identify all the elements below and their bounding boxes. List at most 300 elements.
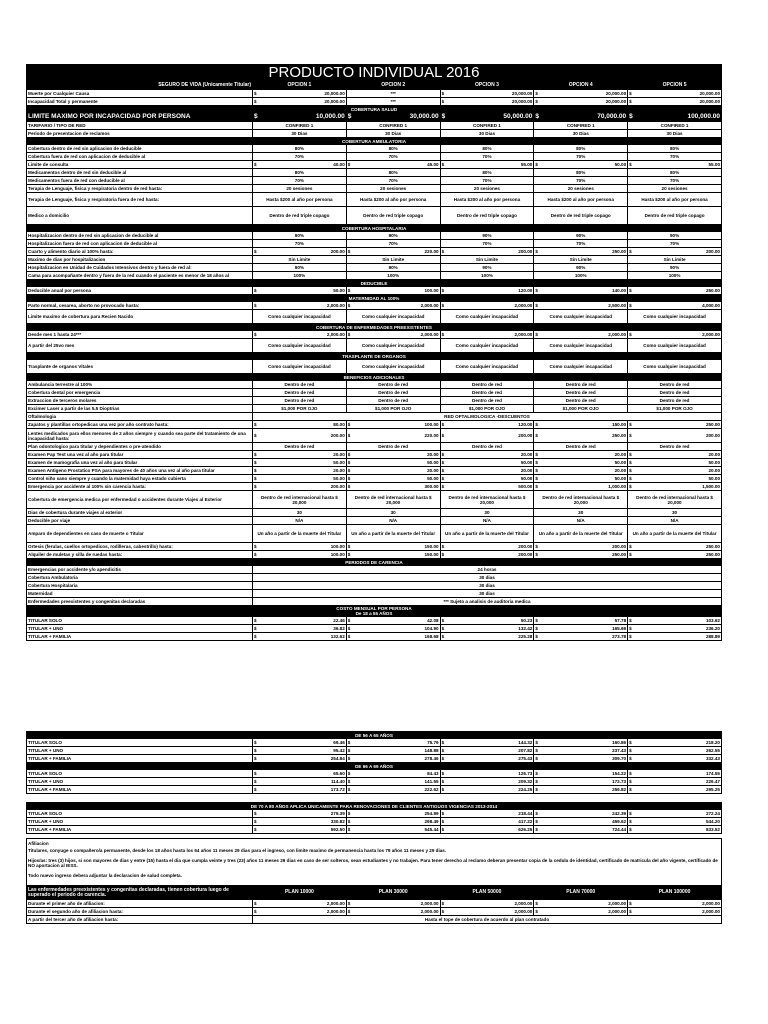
- cell-value: 332.43: [675, 755, 722, 763]
- currency-symbol: $: [628, 302, 675, 310]
- cell-value: 2,000.00: [299, 302, 346, 310]
- cell-value: 250.00: [581, 429, 628, 443]
- row-label: Amparo de dependientes en caso de muerte o Titular: [27, 525, 253, 543]
- currency-symbol: $: [253, 90, 300, 98]
- cell-value: Dentro de red triple copago: [253, 207, 347, 225]
- row-label: Periodo de presentacion de reclamos: [27, 130, 253, 138]
- cell-value: Dentro de red: [628, 397, 722, 405]
- cell-value: $1,000 POR OJO: [253, 405, 347, 413]
- cell-value: Dentro de red: [440, 397, 534, 405]
- cell-value: 22.46: [299, 617, 346, 625]
- row-label: Cobertura fuera de red con aplicacion de deducible al: [27, 153, 253, 161]
- option-header: OPCION 5: [628, 82, 722, 90]
- row-label: Emergencia por accidente al 100% sin carencia hasta:: [27, 483, 253, 491]
- cell-value: 95.42: [299, 747, 346, 755]
- cell-value: Dentro de red: [253, 443, 347, 451]
- cell-value: 2,000.00: [487, 331, 534, 339]
- cell-value: 200.00: [581, 543, 628, 551]
- currency-symbol: $: [628, 483, 675, 491]
- row-label: Examen Pap Test una vez al año para titular: [27, 451, 253, 459]
- cell-value: 2,000.00: [675, 900, 722, 908]
- cell-value: 4,000.00: [675, 302, 722, 310]
- table-row: [27, 185, 722, 193]
- cell-value: 2,000.00: [581, 908, 628, 916]
- cell-value: 2,000.00: [299, 331, 346, 339]
- cell-value: 120.00: [487, 287, 534, 295]
- cell-value: 70%: [253, 240, 347, 248]
- product-sheet: [26, 64, 722, 641]
- row-label: Excimer Laser a partir de las 5.5 Dioptrias: [27, 405, 253, 413]
- currency-symbol: $: [440, 98, 487, 106]
- table-row: [27, 818, 722, 826]
- row-label: Cobertura de emergencia medica por enfermedad o accidentes durante Viajes al Exterior: [27, 491, 253, 509]
- cell-value: 459.62: [581, 818, 628, 826]
- preex-label: Las enfermedades preexistentes y congenitas declaradas, tienen cobertura luego de superado el periodo de carencia.: [27, 886, 253, 900]
- cell-value: 70%: [346, 153, 440, 161]
- currency-symbol: $: [253, 302, 300, 310]
- section-header: [27, 763, 722, 770]
- row-label: Ortesis (ferulas, cuellos ortopedicos, rodilleras, cabestrillo) hasta:: [27, 543, 253, 551]
- row-label: TITULAR + UNO: [27, 625, 253, 633]
- currency-symbol: $: [346, 331, 393, 339]
- cell-value: 200.00: [299, 248, 346, 256]
- limite-value: 50,000.00: [487, 113, 534, 122]
- currency-symbol: $: [253, 459, 300, 467]
- plan-header: PLAN 70000: [534, 886, 628, 900]
- cell-value: 2,000.00: [299, 908, 346, 916]
- cell-value: 209.32: [487, 778, 534, 786]
- table-row: [27, 287, 722, 295]
- currency-symbol: $: [346, 287, 393, 295]
- cell-value: N/A: [628, 517, 722, 525]
- currency-symbol: $: [628, 421, 675, 429]
- section-header: [27, 295, 722, 302]
- table-row: [27, 413, 722, 421]
- cell-value: Hasta $200 al año por persona: [253, 193, 347, 207]
- cell-value: Dentro de red: [346, 381, 440, 389]
- table-row: [27, 786, 722, 794]
- table-row: [27, 130, 722, 138]
- currency-symbol: $: [346, 818, 393, 826]
- table-row: [27, 122, 722, 130]
- row-label: Trasplante de organos Vitales: [27, 360, 253, 374]
- currency-symbol: $: [440, 770, 487, 778]
- section-header: [27, 732, 722, 739]
- cell-value: 20.00: [581, 451, 628, 459]
- cell-value: 80%: [253, 169, 347, 177]
- cell-value: 30: [628, 509, 722, 517]
- cell-value: 222.62: [393, 786, 440, 794]
- afiliacion-paragraph: Titulares, conyuge o compañero/a permanente, desde los 18 años hasta los 64 años 11 meses 29 dias para el ingreso, con limite maximo de permanencia hasta los 79 años 11 meses y 29 dias.: [28, 848, 447, 853]
- section-header: [27, 374, 722, 381]
- cell-value: CONFIRED 1: [346, 122, 440, 130]
- row-label: A partir del tercer año de afiliacion hasta:: [27, 916, 253, 924]
- cell-value: 220.00: [393, 248, 440, 256]
- cell-value: 100.00: [299, 551, 346, 559]
- row-label: Maximo de dias por hospitalizacion: [27, 256, 253, 264]
- cell-value: 80%: [628, 145, 722, 153]
- cell-value: 20.00: [299, 451, 346, 459]
- currency-symbol: $: [253, 778, 300, 786]
- table-row: [27, 232, 722, 240]
- currency-symbol: $: [628, 755, 675, 763]
- cell-value: 250.00: [675, 551, 722, 559]
- cell-value: 20 sesiones: [253, 185, 347, 193]
- table-row: [27, 207, 722, 225]
- cell-value: 626.25: [487, 826, 534, 834]
- cell-value: 148.88: [393, 747, 440, 755]
- currency-symbol: $: [346, 551, 393, 559]
- section-title: COBERTURA HOSPITALARIA: [27, 225, 722, 232]
- currency-symbol: $: [628, 908, 675, 916]
- section-header: [27, 353, 722, 360]
- table-row: [27, 248, 722, 256]
- currency-symbol: $: [440, 421, 487, 429]
- currency-symbol: $: [440, 786, 487, 794]
- row-label: Cuarto y alimento diario al 100% hasta:: [27, 248, 253, 256]
- currency-symbol: $: [346, 739, 393, 747]
- cell-value: 288.89: [675, 633, 722, 641]
- row-label: Hospitalizacion en Unidad de Cuidados Intensivos dentro y fuera de red al:: [27, 264, 253, 272]
- options-label: SEGURO DE VIDA (Unicamente Titular): [27, 82, 253, 90]
- table-row: [27, 264, 722, 272]
- currency-symbol: $: [440, 475, 487, 483]
- cell-value: 90%: [534, 264, 628, 272]
- cell-value: 90%: [346, 232, 440, 240]
- table-row: [27, 467, 722, 475]
- cell-value: 70%: [534, 177, 628, 185]
- currency-symbol: $: [534, 826, 581, 834]
- currency-symbol: $: [628, 786, 675, 794]
- currency-symbol: $: [253, 475, 300, 483]
- cell-value: Un año a partir de la muerte del Titular: [346, 525, 440, 543]
- section-title: DE 56 A 65 AÑOS: [27, 732, 722, 739]
- table-row: [27, 331, 722, 339]
- cell-value: 20 sesiones: [440, 185, 534, 193]
- cell-value: 2,500.00: [581, 302, 628, 310]
- currency-symbol: $: [346, 451, 393, 459]
- cell-value: RED OFTALMOLOGICA -DESCUENTOS: [253, 413, 722, 421]
- currency-symbol: $: [628, 810, 675, 818]
- cell-value: 30 dias: [253, 590, 722, 598]
- plan-header: PLAN 30000: [346, 886, 440, 900]
- section-title: DEDUCIBLE: [27, 280, 722, 287]
- cell-value: 90%: [253, 264, 347, 272]
- cell-value: 20,000.00: [299, 98, 346, 106]
- cell-value: Como cualquier incapacidad: [346, 360, 440, 374]
- cell-value: 1,500.00: [675, 483, 722, 491]
- cell-value: 242.39: [581, 810, 628, 818]
- cell-value: Dentro de red: [628, 443, 722, 451]
- cell-value: 65.60: [299, 770, 346, 778]
- row-label: Zapatos y plantillas ortopedicas una vez por año contrato hasta:: [27, 421, 253, 429]
- cell-value: Dentro de red: [534, 443, 628, 451]
- cell-value: 20.00: [487, 451, 534, 459]
- afiliacion-note: [27, 839, 722, 886]
- cell-value: Un año a partir de la muerte del Titular: [628, 525, 722, 543]
- table-row: [27, 770, 722, 778]
- currency-symbol: $: [628, 617, 675, 625]
- section-title: MATERNIDAD AL 100%: [27, 295, 722, 302]
- cell-value: 104.90: [393, 625, 440, 633]
- cell-value: Dentro de red: [253, 397, 347, 405]
- cell-value: Dentro de red: [346, 389, 440, 397]
- currency-symbol: $: [534, 755, 581, 763]
- table-row: [27, 543, 722, 551]
- currency-symbol: $: [440, 818, 487, 826]
- table-row: [27, 405, 722, 413]
- cell-value: 50.00: [299, 287, 346, 295]
- cell-value: Hasta $200 al año por persona: [346, 193, 440, 207]
- cell-value: Como cualquier incapacidad: [534, 339, 628, 353]
- cell-value: Dentro de red: [440, 381, 534, 389]
- cell-value: Como cualquier incapacidad: [346, 339, 440, 353]
- currency-symbol: $: [534, 810, 581, 818]
- table-row: [27, 177, 722, 185]
- cell-value: 141.55: [393, 778, 440, 786]
- currency-symbol: $: [534, 90, 581, 98]
- row-label: TITULAR SOLO: [27, 617, 253, 625]
- cell-value: 174.55: [675, 770, 722, 778]
- currency-symbol: $: [534, 459, 581, 467]
- cell-value: 70%: [346, 240, 440, 248]
- cell-value: 120.00: [487, 421, 534, 429]
- cell-value: 173.72: [299, 786, 346, 794]
- currency-symbol: $: [534, 747, 581, 755]
- currency-symbol: $: [253, 617, 300, 625]
- cell-value: 90%: [253, 232, 347, 240]
- cell-value: 30 dias: [253, 582, 722, 590]
- cell-value: 250.00: [675, 421, 722, 429]
- currency-symbol: $: [253, 826, 300, 834]
- cell-value: 160.86: [581, 739, 628, 747]
- currency-symbol: $: [440, 451, 487, 459]
- table-row: [27, 491, 722, 509]
- cell-value: 2,000.00: [487, 302, 534, 310]
- cell-value: 20.00: [393, 451, 440, 459]
- cell-value: 172.73: [581, 778, 628, 786]
- cell-value: Dentro de red internacional hasta $ 20,000: [253, 491, 347, 509]
- cell-value: 250.00: [581, 551, 628, 559]
- currency-symbol: $: [440, 302, 487, 310]
- currency-symbol: $: [534, 543, 581, 551]
- table-row: [27, 483, 722, 491]
- cell-value: 30: [534, 509, 628, 517]
- cell-value: 80%: [534, 169, 628, 177]
- cell-value: Sin Limite: [440, 256, 534, 264]
- cell-value: 262.55: [675, 747, 722, 755]
- cell-value: 20.00: [675, 451, 722, 459]
- cell-value: Dentro de red: [346, 443, 440, 451]
- cell-value: 1,000.00: [581, 483, 628, 491]
- row-label: Durante el segundo año de afiliacion hasta:: [27, 908, 253, 916]
- table-row: [27, 582, 722, 590]
- currency-symbol: $: [346, 826, 393, 834]
- currency-symbol: $: [440, 778, 487, 786]
- cell-value: Hasta $200 al año por persona: [534, 193, 628, 207]
- currency-symbol: $: [534, 778, 581, 786]
- cell-value: Dentro de red: [440, 443, 534, 451]
- row-label: A partir del 25vo mes: [27, 339, 253, 353]
- cell-value: 144.32: [487, 739, 534, 747]
- table-row: [27, 778, 722, 786]
- currency-symbol: $: [628, 90, 675, 98]
- currency-symbol: $: [534, 161, 581, 169]
- cell-value: 126.73: [487, 770, 534, 778]
- currency-symbol: $: [440, 459, 487, 467]
- currency-symbol: $: [440, 467, 487, 475]
- title-row: [27, 65, 722, 82]
- currency-symbol: $: [440, 429, 487, 443]
- table-row: [27, 193, 722, 207]
- cell-value: 20.00: [675, 467, 722, 475]
- currency-symbol: $: [253, 287, 300, 295]
- cell-value: Como cualquier incapacidad: [440, 310, 534, 324]
- row-label: TITULAR SOLO: [27, 770, 253, 778]
- afiliacion-block: [27, 839, 722, 886]
- row-label: Terapia de Lenguaje, fisica y respiratoria fuera de red hasta:: [27, 193, 253, 207]
- cell-value: 2,000.00: [393, 331, 440, 339]
- cell-value: 100%: [628, 272, 722, 280]
- plan-header: PLAN 10000: [253, 886, 347, 900]
- row-label: Deducible anual por persona: [27, 287, 253, 295]
- cell-value: Dentro de red: [628, 389, 722, 397]
- cell-value: 20.00: [299, 467, 346, 475]
- currency-symbol: $: [253, 818, 300, 826]
- currency-symbol: $: [253, 633, 300, 641]
- cell-value: 2,000.00: [675, 908, 722, 916]
- currency-symbol: $: [628, 451, 675, 459]
- currency-symbol: $: [253, 543, 300, 551]
- currency-symbol: $: [440, 900, 487, 908]
- limite-value: 100,000.00: [675, 113, 722, 122]
- option-header: OPCION 4: [534, 82, 628, 90]
- limite-value: 30,000.00: [393, 113, 440, 122]
- currency-symbol: $: [253, 421, 300, 429]
- row-label: Dias de cobertura durante viajes al exterior: [27, 509, 253, 517]
- cell-value: Un año a partir de la muerte del Titular: [440, 525, 534, 543]
- row-label: TITULAR SOLO: [27, 739, 253, 747]
- currency-symbol: $: [346, 810, 393, 818]
- currency-symbol: $: [253, 747, 300, 755]
- currency-symbol: $: [253, 625, 300, 633]
- cell-value: 20,000.00: [581, 90, 628, 98]
- section-header: [27, 225, 722, 232]
- cell-value: Como cualquier incapacidad: [253, 310, 347, 324]
- cell-value: 200.00: [487, 248, 534, 256]
- cell-value: 140.00: [581, 287, 628, 295]
- cell-value: Como cualquier incapacidad: [534, 360, 628, 374]
- currency-symbol: $: [534, 113, 581, 122]
- currency-symbol: $: [253, 331, 300, 339]
- currency-symbol: $: [628, 818, 675, 826]
- cell-value: 100%: [253, 272, 347, 280]
- cell-value: 295.25: [675, 786, 722, 794]
- cell-value: 100.00: [393, 287, 440, 295]
- currency-symbol: $: [440, 617, 487, 625]
- cell-value: 90%: [440, 232, 534, 240]
- cell-value: 70%: [628, 240, 722, 248]
- cell-value: 20,000.00: [675, 98, 722, 106]
- currency-symbol: $: [534, 248, 581, 256]
- cell-value: $1,000 POR OJO: [346, 405, 440, 413]
- cell-value: 80%: [534, 145, 628, 153]
- cell-value: 20 sesiones: [534, 185, 628, 193]
- cell-value: CONFIRED 1: [253, 122, 347, 130]
- currency-symbol: $: [628, 429, 675, 443]
- spacer: [27, 794, 722, 803]
- currency-symbol: $: [346, 543, 393, 551]
- cell-value: Como cualquier incapacidad: [628, 310, 722, 324]
- section-title: COBERTURA AMBULATORIA: [27, 138, 722, 145]
- section-header: [27, 280, 722, 287]
- cell-value: Como cualquier incapacidad: [253, 339, 347, 353]
- cell-value: 30: [253, 509, 347, 517]
- table-row: [27, 381, 722, 389]
- cell-value: 70%: [253, 153, 347, 161]
- currency-symbol: $: [628, 248, 675, 256]
- row-label: Medico a domicilio: [27, 207, 253, 225]
- currency-symbol: $: [346, 900, 393, 908]
- cell-value: 30 Dias: [440, 130, 534, 138]
- cell-value: ***: [346, 90, 440, 98]
- row-label: Cobertura Ambulatoria: [27, 574, 253, 582]
- cell-value: 298.49: [393, 818, 440, 826]
- row-label: Oftalmologia: [27, 413, 253, 421]
- currency-symbol: $: [440, 633, 487, 641]
- cell-value: 70%: [440, 240, 534, 248]
- row-label: Parto normal, cesarea, aborto no provocado hasta:: [27, 302, 253, 310]
- table-row: [27, 810, 722, 818]
- section-header: [27, 559, 722, 566]
- table-row: [27, 475, 722, 483]
- row-label: Examen Antigeno Prostatico PSA para mayores de 40 años una vez al año para titular: [27, 467, 253, 475]
- currency-symbol: $: [534, 786, 581, 794]
- currency-symbol: $: [253, 770, 300, 778]
- currency-symbol: $: [440, 287, 487, 295]
- cell-value: 300.00: [393, 483, 440, 491]
- cell-value: 80%: [346, 145, 440, 153]
- currency-symbol: $: [346, 113, 393, 122]
- cell-value: 50.00: [393, 475, 440, 483]
- row-label: Cobertura dentro de red sin aplicacion de deducible: [27, 145, 253, 153]
- row-label: Ambulancia terrestre al 100%: [27, 381, 253, 389]
- cell-value: Dentro de red internacional hasta $ 20,000: [534, 491, 628, 509]
- limite-row: [27, 113, 722, 122]
- afiliacion-paragraph: Hijos/as: tres (3) hijos, si son mayores de dias y entre (15) hasta el dia que cumpla veinte y tres (23) años 11 meses 29 dias en caso de ser solteros, sean estudiantes y no trabajen. Para tener derecho al reclamo deberan presentar copia de la cedula de identidad, certificado de matricula del año vigente, certificado de NO aportacion al IESS.: [28, 858, 718, 868]
- row-label: Emergencias por accidente y/o apendicitis: [27, 566, 253, 574]
- cell-value: 90%: [628, 232, 722, 240]
- table-row: [27, 145, 722, 153]
- currency-symbol: $: [253, 429, 300, 443]
- row-label: Durante el primer año de afiliacion:: [27, 900, 253, 908]
- table-row: [27, 633, 722, 641]
- cell-value: 200.00: [299, 429, 346, 443]
- currency-symbol: $: [534, 331, 581, 339]
- cell-value: Dentro de red: [253, 389, 347, 397]
- currency-symbol: $: [440, 113, 487, 122]
- currency-symbol: $: [346, 778, 393, 786]
- cell-value: 200.00: [675, 248, 722, 256]
- table-row: [27, 421, 722, 429]
- cell-value: N/A: [253, 517, 347, 525]
- currency-symbol: $: [534, 900, 581, 908]
- cell-value: Dentro de red: [534, 397, 628, 405]
- currency-symbol: $: [628, 98, 675, 106]
- row-label: TITULAR + FAMILIA: [27, 826, 253, 834]
- row-label: TITULAR + UNO: [27, 747, 253, 755]
- section-title: BENEFICIOS ADICIONALES: [27, 374, 722, 381]
